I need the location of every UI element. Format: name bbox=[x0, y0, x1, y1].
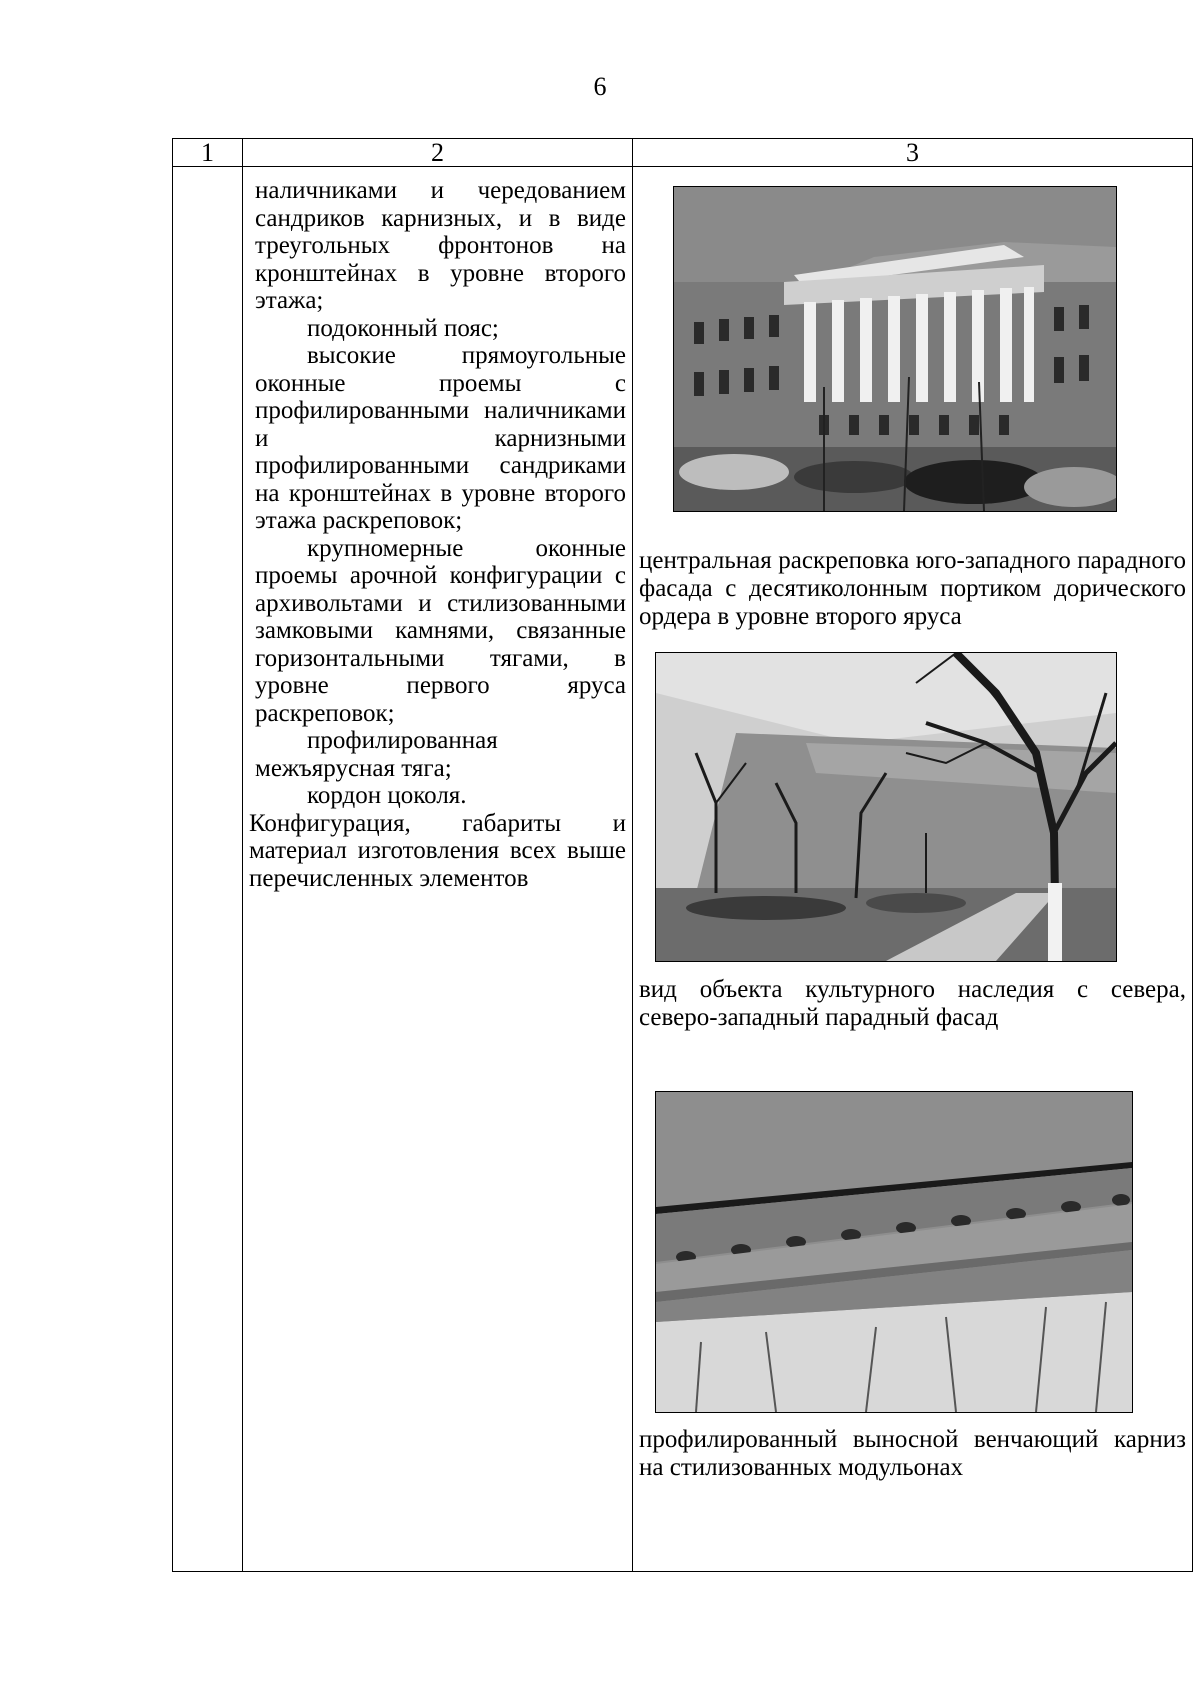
building-facade-photo bbox=[673, 186, 1117, 512]
header-col-3: 3 bbox=[633, 139, 1193, 167]
header-col-2: 2 bbox=[243, 139, 633, 167]
paragraph: профилированная межъярусная тяга; bbox=[255, 727, 498, 782]
cell-col-2 bbox=[243, 167, 633, 1572]
north-view-trees-photo bbox=[655, 652, 1117, 962]
caption-1: центральная раскреповка юго-западного парадного фасада с десятиколонным портиком дорического ордера в уровне второго яруса bbox=[639, 547, 1186, 630]
caption-3: профилированный выносной венчающий карниз на стилизованных модульонах bbox=[639, 1426, 1186, 1481]
cell-col-3 bbox=[633, 167, 1193, 1572]
cornice-photo bbox=[655, 1091, 1133, 1413]
elements-description bbox=[243, 167, 632, 892]
table-row bbox=[173, 167, 1193, 1572]
paragraph: Конфигурация, габариты и материал изготовления всех выше перечисленных элементов bbox=[249, 809, 626, 892]
paragraph: кордон цоколя. bbox=[307, 782, 467, 809]
heritage-table bbox=[172, 138, 1193, 1572]
table-header-row bbox=[173, 139, 1193, 167]
header-col-1: 1 bbox=[173, 139, 243, 167]
caption-2: вид объекта культурного наследия с севера, северо-западный парадный фасад bbox=[639, 976, 1186, 1031]
page-number: 6 bbox=[593, 72, 607, 101]
paragraph: наличниками и чередованием сандриков карнизных, и в виде треугольных фронтонов на кронштейнах в уровне второго этажа; bbox=[255, 177, 626, 314]
paragraph: высокие прямоугольные оконные проемы с профилированными наличниками и карнизными профилированными сандриками на кронштейнах в уровне второго этажа раскреповок; bbox=[255, 342, 626, 534]
paragraph: подоконный пояс; bbox=[307, 314, 499, 342]
paragraph: крупномерные оконные проемы арочной конфигурации с архивольтами и стилизованными замковыми камнями, связанные горизонтальными тягами, в уровне первого яруса раскреповок; bbox=[255, 534, 626, 727]
cell-col-1 bbox=[173, 167, 243, 1572]
